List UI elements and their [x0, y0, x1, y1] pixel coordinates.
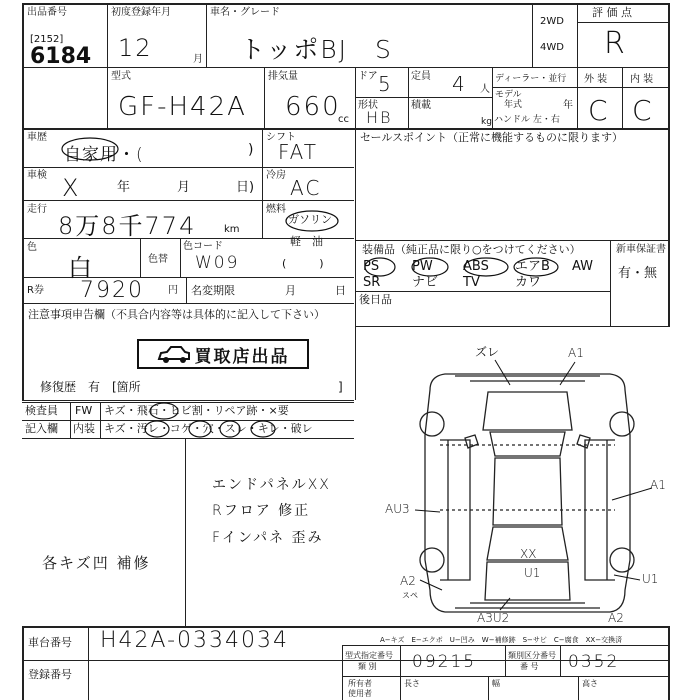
mark-spare: スペ: [402, 591, 418, 600]
drive-2wd: 2WD: [540, 16, 564, 27]
chassis-value: H42A-0334034: [100, 628, 290, 653]
fw-items: キズ・飛石・ヒビ割・リペア跡・×要: [104, 404, 289, 417]
inspection-month-unit: 月: [177, 180, 191, 195]
inspector-label-1: 検査員: [25, 404, 58, 417]
model-spec-value: 09215: [412, 652, 477, 672]
mileage-value: 8万8千774: [58, 212, 197, 240]
mark-a1-top: A1: [568, 346, 584, 360]
note-rear-floor: Rフロア 修正: [212, 503, 311, 519]
model-year-label: モデル: [495, 90, 522, 100]
lot-label: 出品番号: [27, 7, 67, 18]
history-value: 自家用・(: [64, 145, 144, 165]
lot-number: 6184: [30, 44, 92, 69]
mark-xx: XX: [520, 547, 537, 561]
note-repair: 各キズ凹 補修: [42, 554, 151, 572]
exterior-label: 外 装: [584, 74, 608, 85]
grade-value: R: [604, 26, 627, 61]
owner-label2: 使用者: [348, 689, 372, 698]
door-label: ドア: [358, 71, 378, 82]
inspection-year-unit: 年: [117, 180, 131, 195]
door-value: 5: [378, 72, 393, 96]
equipment-item-SR: SR: [363, 275, 381, 290]
class-label2: 番 号: [520, 662, 539, 671]
mark-u1-right: U1: [642, 572, 659, 586]
body-value: HB: [366, 108, 393, 127]
mark-zure: ズレ: [475, 345, 500, 359]
name-change-month: 月: [285, 284, 296, 297]
first-reg-month-unit: 月: [193, 54, 203, 65]
repair-close: ]: [338, 380, 343, 394]
ac-value: AC: [290, 176, 322, 200]
equipment-item-PW: PW: [412, 259, 433, 274]
cc-unit: cc: [338, 114, 349, 125]
color-code-label: 色コード: [183, 241, 223, 252]
interior-label: 内 装: [630, 74, 654, 85]
color-change-label: 色替: [148, 254, 168, 265]
handle-label: ハンドル 左・右: [494, 115, 560, 125]
model-label: 車名・グレード: [210, 7, 280, 18]
equipment-item-PS: PS: [363, 259, 380, 274]
inspection-value: X: [62, 174, 81, 202]
inspection-label: 車検: [27, 170, 47, 181]
owner-label: 所有者: [348, 679, 372, 688]
capacity-value: 4: [452, 72, 467, 96]
reg-label: 登録番号: [28, 668, 72, 681]
capacity-unit: 人: [480, 84, 490, 95]
equipment-item-カワ: カワ: [515, 275, 542, 290]
model-value: トッポBJ S: [240, 35, 393, 64]
stamp-text: 買取店出品: [194, 346, 290, 367]
equipment-label: 装備品（純正品に限り○をつけてください）: [362, 243, 581, 256]
first-reg-label: 初度登録年月: [111, 7, 171, 18]
int-items: キズ・汚レ・コゲ・穴・スレ・キレ・破レ: [104, 422, 313, 435]
equipment-item-TV: TV: [463, 275, 480, 290]
mileage-label: 走行: [27, 204, 47, 215]
warranty-label: 新車保証書: [616, 244, 666, 255]
recycle-label: R券: [27, 285, 44, 296]
mark-a2-bottom: A2: [608, 611, 624, 625]
color-code-value: W09: [195, 253, 240, 273]
lot-sub: [2152]: [30, 34, 64, 45]
mark-au3: AU3: [385, 502, 410, 516]
rear-seat-label: 後日品: [359, 293, 392, 306]
warranty-value: 有・無: [618, 266, 658, 281]
cc-value: 660: [285, 92, 341, 122]
cc-label: 排気量: [268, 71, 298, 82]
equipment-item-AW: AW: [572, 259, 594, 274]
model-spec-label2: 類 別: [358, 662, 377, 671]
yen-unit: 円: [168, 285, 178, 296]
model-year-unit: 年: [563, 100, 573, 111]
ac-label: 冷房: [266, 170, 286, 181]
interior-value: C: [632, 94, 654, 127]
shift-value: FAT: [278, 140, 319, 164]
fuel-diesel: 軽 油: [290, 235, 323, 248]
dealer-label: ディーラー・並行: [495, 74, 567, 84]
class-label: 類別区分番号: [508, 651, 556, 660]
type-label: 型式: [111, 71, 131, 82]
recycle-value: 7920: [80, 278, 144, 303]
repair-label: 修復歴 有 [箇所: [40, 380, 141, 394]
load-unit: kg: [481, 117, 492, 127]
int-label: 内装: [73, 422, 95, 435]
inspector-label-2: 記入欄: [25, 422, 58, 435]
fuel-label: 燃料: [266, 204, 286, 215]
km-unit: km: [224, 224, 240, 235]
equipment-item-エアB: エアB: [515, 259, 550, 274]
body-label: 形状: [358, 100, 378, 111]
history-paren-close: ): [248, 142, 254, 158]
exterior-value: C: [588, 94, 610, 127]
equipment-item-ナビ: ナビ: [412, 275, 439, 290]
drive-4wd: 4WD: [540, 42, 564, 53]
mark-a3u2: A3U2: [477, 611, 510, 625]
name-change-day: 日: [335, 284, 346, 297]
name-change-label: 名変期限: [191, 284, 235, 297]
class-value: 0352: [568, 652, 620, 672]
equipment-item-ABS: ABS: [463, 259, 489, 274]
note-end-panel: エンドパネルXX: [212, 477, 331, 493]
shift-label: シフト: [266, 132, 296, 143]
width-label: 幅: [492, 679, 500, 688]
color-value: 白: [68, 254, 94, 282]
note-front-panel: Fインパネ 歪み: [212, 530, 324, 546]
grade-label: 評 価 点: [592, 6, 632, 19]
height-label: 高さ: [582, 679, 598, 688]
fw-label: FW: [75, 404, 93, 417]
load-label: 積載: [411, 100, 431, 111]
length-label: 長さ: [404, 679, 420, 688]
inspection-day-unit: 日): [236, 180, 255, 195]
first-reg-value: 12: [118, 34, 153, 62]
fuel-gas: ガソリン: [288, 213, 332, 226]
sales-point-label: セールスポイント（正常に機能するものに限ります）: [360, 131, 624, 144]
fuel-other: ( ): [282, 257, 324, 270]
mark-a1-right: A1: [650, 478, 666, 492]
model-spec-label: 型式指定番号: [345, 651, 393, 660]
chassis-label: 車台番号: [28, 636, 72, 649]
history-label: 車歴: [27, 132, 47, 143]
color-label: 色: [27, 242, 37, 253]
mark-a2-left: A2: [400, 574, 416, 588]
damage-legend: A−キズ E−エクボ U−凹み W−補修跡 S−サビ C−腐食 XX−交換済: [380, 636, 623, 644]
capacity-label: 定員: [411, 71, 431, 82]
model-year-label2: 年式: [504, 100, 523, 110]
type-value: GF-H42A: [118, 92, 247, 122]
notes-label: 注意事項申告欄（不具合内容等は具体的に記入して下さい）: [28, 308, 325, 321]
mark-u1-center: U1: [524, 566, 541, 580]
